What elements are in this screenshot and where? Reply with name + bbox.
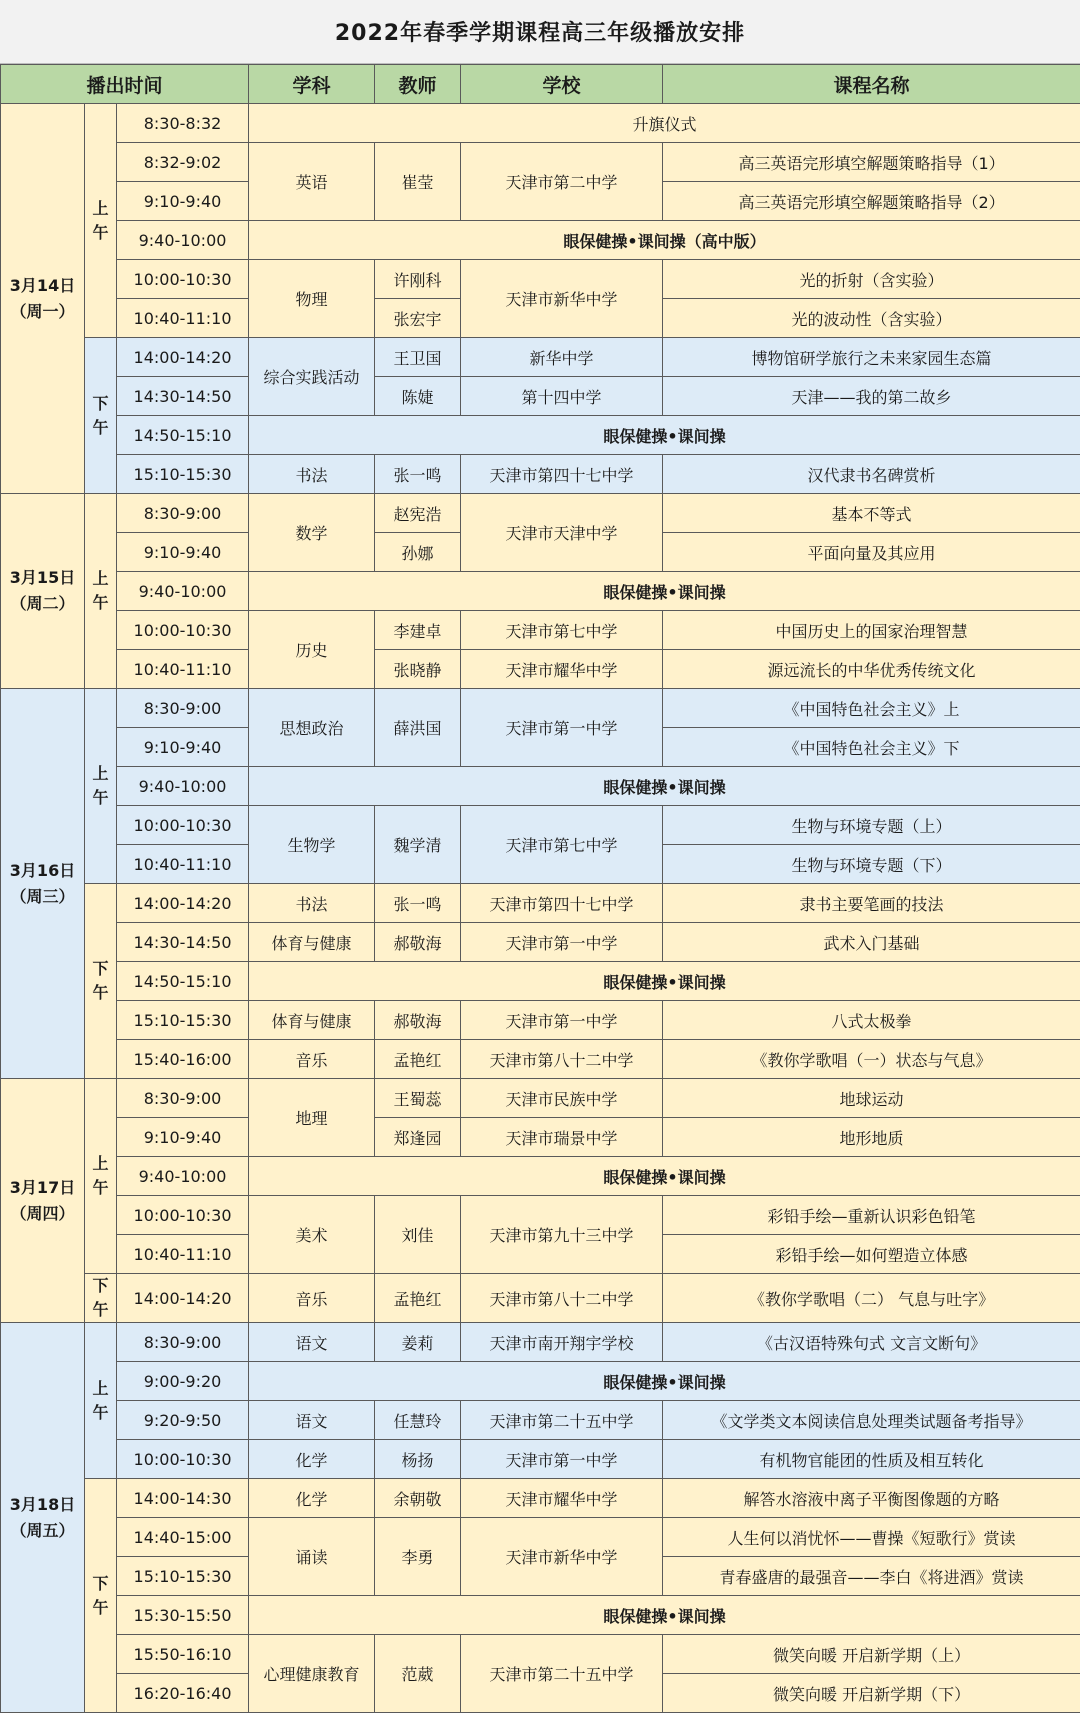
subject-cell: 化学 xyxy=(249,1440,375,1479)
subject-cell: 音乐 xyxy=(249,1040,375,1079)
activity-cell: 眼保健操•课间操 xyxy=(249,962,1080,1001)
activity-cell: 眼保健操•课间操 xyxy=(249,1596,1080,1635)
time-cell: 9:40-10:00 xyxy=(117,767,249,806)
time-cell: 10:00-10:30 xyxy=(117,611,249,650)
teacher-cell: 孙娜 xyxy=(375,533,461,572)
time-cell: 9:10-9:40 xyxy=(117,533,249,572)
time-cell: 14:00-14:20 xyxy=(117,884,249,923)
course-cell: 八式太极拳 xyxy=(663,1001,1080,1040)
subject-cell: 综合实践活动 xyxy=(249,338,375,416)
time-cell: 9:40-10:00 xyxy=(117,221,249,260)
school-cell: 天津市耀华中学 xyxy=(461,1479,663,1518)
time-cell: 9:10-9:40 xyxy=(117,182,249,221)
subject-cell: 生物学 xyxy=(249,806,375,884)
header-school: 学校 xyxy=(461,65,663,104)
course-cell: 中国历史上的国家治理智慧 xyxy=(663,611,1080,650)
table-row xyxy=(1,1118,1080,1157)
activity-cell: 眼保健操•课间操 xyxy=(249,572,1080,611)
session-label: 上午 xyxy=(92,1154,109,1197)
table-header xyxy=(1,65,1080,104)
course-cell: 汉代隶书名碑赏析 xyxy=(663,455,1080,494)
time-cell: 15:30-15:50 xyxy=(117,1596,249,1635)
day-weekday: （周二） xyxy=(10,594,75,613)
table-row xyxy=(1,221,1080,260)
time-cell: 9:20-9:50 xyxy=(117,1401,249,1440)
teacher-cell: 孟艳红 xyxy=(375,1274,461,1323)
school-cell: 天津市新华中学 xyxy=(461,260,663,338)
table-row xyxy=(1,572,1080,611)
course-cell: 光的波动性（含实验） xyxy=(663,299,1080,338)
course-cell: 《中国特色社会主义》上 xyxy=(663,689,1080,728)
table-row xyxy=(1,104,1080,143)
day-date-cell xyxy=(1,1079,85,1323)
subject-cell: 物理 xyxy=(249,260,375,338)
session-label: 下午 xyxy=(92,1573,109,1617)
table-row xyxy=(1,767,1080,806)
table-row xyxy=(1,1518,1080,1557)
course-cell: 《教你学歌唱（一）状态与气息》 xyxy=(663,1040,1080,1079)
time-cell: 15:50-16:10 xyxy=(117,1635,249,1674)
table-row xyxy=(1,1596,1080,1635)
time-cell: 15:40-16:00 xyxy=(117,1040,249,1079)
session-label-cell xyxy=(85,1079,117,1274)
teacher-cell: 郝敬海 xyxy=(375,1001,461,1040)
course-cell: 高三英语完形填空解题策略指导（1） xyxy=(663,143,1080,182)
teacher-cell: 王蜀蕊 xyxy=(375,1079,461,1118)
school-cell: 天津市第一中学 xyxy=(461,1440,663,1479)
header-subject: 学科 xyxy=(249,65,375,104)
table-row xyxy=(1,1196,1080,1235)
teacher-cell: 王卫国 xyxy=(375,338,461,377)
teacher-cell: 任慧玲 xyxy=(375,1401,461,1440)
subject-cell: 音乐 xyxy=(249,1274,375,1323)
time-cell: 8:30-9:00 xyxy=(117,1079,249,1118)
time-cell: 14:00-14:30 xyxy=(117,1479,249,1518)
teacher-cell: 余朝敬 xyxy=(375,1479,461,1518)
table-row xyxy=(1,923,1080,962)
table-row xyxy=(1,1323,1080,1362)
time-cell: 14:30-14:50 xyxy=(117,377,249,416)
course-cell: 隶书主要笔画的技法 xyxy=(663,884,1080,923)
activity-cell: 眼保健操•课间操 xyxy=(249,416,1080,455)
school-cell: 新华中学 xyxy=(461,338,663,377)
subject-cell: 心理健康教育 xyxy=(249,1635,375,1713)
session-label: 上午 xyxy=(92,1378,109,1422)
table-row xyxy=(1,260,1080,299)
time-cell: 8:30-9:00 xyxy=(117,689,249,728)
time-cell: 14:00-14:20 xyxy=(117,338,249,377)
teacher-cell: 杨扬 xyxy=(375,1440,461,1479)
day-date-cell xyxy=(1,1323,85,1713)
teacher-cell: 魏学清 xyxy=(375,806,461,884)
page-title: 2022年春季学期课程高三年级播放安排 xyxy=(0,0,1080,64)
course-cell: 地球运动 xyxy=(663,1079,1080,1118)
table-row xyxy=(1,1157,1080,1196)
teacher-cell: 郑逢园 xyxy=(375,1118,461,1157)
table-row xyxy=(1,1440,1080,1479)
course-cell: 彩铅手绘—如何塑造立体感 xyxy=(663,1235,1080,1274)
table-row xyxy=(1,455,1080,494)
teacher-cell: 张一鸣 xyxy=(375,455,461,494)
teacher-cell: 姜莉 xyxy=(375,1323,461,1362)
header-teacher: 教师 xyxy=(375,65,461,104)
time-cell: 10:40-11:10 xyxy=(117,1235,249,1274)
time-cell: 8:30-9:00 xyxy=(117,494,249,533)
day-weekday: （周三） xyxy=(10,886,75,906)
course-cell: 《中国特色社会主义》下 xyxy=(663,728,1080,767)
table-row xyxy=(1,1274,1080,1323)
school-cell: 天津市第七中学 xyxy=(461,611,663,650)
header-course: 课程名称 xyxy=(663,65,1080,104)
day-date: 3月15日 xyxy=(9,568,76,587)
schedule-body xyxy=(1,104,1080,1713)
course-cell: 地形地质 xyxy=(663,1118,1080,1157)
table-row xyxy=(1,884,1080,923)
course-cell: 天津——我的第二故乡 xyxy=(663,377,1080,416)
teacher-cell: 赵宪浩 xyxy=(375,494,461,533)
day-date: 3月17日 xyxy=(9,1177,76,1197)
time-cell: 14:00-14:20 xyxy=(117,1274,249,1323)
session-label-cell xyxy=(85,884,117,1079)
table-row xyxy=(1,1079,1080,1118)
teacher-cell: 张宏宇 xyxy=(375,299,461,338)
subject-cell: 书法 xyxy=(249,884,375,923)
activity-cell: 眼保健操•课间操（高中版） xyxy=(249,221,1080,260)
course-cell: 有机物官能团的性质及相互转化 xyxy=(663,1440,1080,1479)
day-date-cell xyxy=(1,689,85,1079)
activity-cell: 眼保健操•课间操 xyxy=(249,1362,1080,1401)
school-cell: 天津市新华中学 xyxy=(461,1518,663,1596)
teacher-cell: 张晓静 xyxy=(375,650,461,689)
school-cell: 天津市第一中学 xyxy=(461,923,663,962)
school-cell: 第十四中学 xyxy=(461,377,663,416)
time-cell: 10:40-11:10 xyxy=(117,299,249,338)
table-row xyxy=(1,1040,1080,1079)
subject-cell: 地理 xyxy=(249,1079,375,1157)
day-date-cell xyxy=(1,494,85,689)
course-cell: 生物与环境专题（下） xyxy=(663,845,1080,884)
day-date: 3月16日 xyxy=(9,860,76,880)
subject-cell: 数学 xyxy=(249,494,375,572)
session-label: 上午 xyxy=(92,764,109,807)
school-cell: 天津市第二十五中学 xyxy=(461,1635,663,1713)
table-row xyxy=(1,416,1080,455)
session-label-cell xyxy=(85,1479,117,1713)
schedule-table xyxy=(0,64,1080,1713)
activity-cell: 眼保健操•课间操 xyxy=(249,767,1080,806)
session-label: 下午 xyxy=(92,959,109,1002)
school-cell: 天津市第一中学 xyxy=(461,689,663,767)
subject-cell: 历史 xyxy=(249,611,375,689)
school-cell: 天津市第四十七中学 xyxy=(461,455,663,494)
time-cell: 14:30-14:50 xyxy=(117,923,249,962)
time-cell: 8:30-9:00 xyxy=(117,1323,249,1362)
subject-cell: 美术 xyxy=(249,1196,375,1274)
time-cell: 15:10-15:30 xyxy=(117,455,249,494)
school-cell: 天津市天津中学 xyxy=(461,494,663,572)
course-cell: 微笑向暖 开启新学期（下） xyxy=(663,1674,1080,1713)
time-cell: 9:10-9:40 xyxy=(117,1118,249,1157)
course-cell: 高三英语完形填空解题策略指导（2） xyxy=(663,182,1080,221)
time-cell: 15:10-15:30 xyxy=(117,1001,249,1040)
course-cell: 平面向量及其应用 xyxy=(663,533,1080,572)
session-label-cell xyxy=(85,689,117,884)
course-cell: 彩铅手绘—重新认识彩色铅笔 xyxy=(663,1196,1080,1235)
time-cell: 8:30-8:32 xyxy=(117,104,249,143)
table-row xyxy=(1,806,1080,845)
school-cell: 天津市第八十二中学 xyxy=(461,1040,663,1079)
school-cell: 天津市第二中学 xyxy=(461,143,663,221)
teacher-cell: 李建卓 xyxy=(375,611,461,650)
time-cell: 16:20-16:40 xyxy=(117,1674,249,1713)
school-cell: 天津市第二十五中学 xyxy=(461,1401,663,1440)
teacher-cell: 崔莹 xyxy=(375,143,461,221)
subject-cell: 语文 xyxy=(249,1401,375,1440)
course-cell: 源远流长的中华优秀传统文化 xyxy=(663,650,1080,689)
subject-cell: 诵读 xyxy=(249,1518,375,1596)
subject-cell: 语文 xyxy=(249,1323,375,1362)
table-row xyxy=(1,1362,1080,1401)
school-cell: 天津市第八十二中学 xyxy=(461,1274,663,1323)
school-cell: 天津市第一中学 xyxy=(461,1001,663,1040)
course-cell: 《文学类文本阅读信息处理类试题备考指导》 xyxy=(663,1401,1080,1440)
table-row xyxy=(1,689,1080,728)
time-cell: 9:40-10:00 xyxy=(117,1157,249,1196)
school-cell: 天津市第九十三中学 xyxy=(461,1196,663,1274)
session-label-cell xyxy=(85,1274,117,1323)
subject-cell: 体育与健康 xyxy=(249,1001,375,1040)
time-cell: 10:40-11:10 xyxy=(117,845,249,884)
time-cell: 9:40-10:00 xyxy=(117,572,249,611)
day-weekday: （周五） xyxy=(10,1520,75,1540)
time-cell: 10:00-10:30 xyxy=(117,260,249,299)
teacher-cell: 张一鸣 xyxy=(375,884,461,923)
table-row xyxy=(1,1479,1080,1518)
session-label-cell xyxy=(85,338,117,494)
table-row xyxy=(1,962,1080,1001)
table-row xyxy=(1,650,1080,689)
teacher-cell: 郝敬海 xyxy=(375,923,461,962)
day-date: 3月14日 xyxy=(9,275,76,295)
course-cell: 《古汉语特殊句式 文言文断句》 xyxy=(663,1323,1080,1362)
session-label-cell xyxy=(85,494,117,689)
course-cell: 生物与环境专题（上） xyxy=(663,806,1080,845)
table-row xyxy=(1,143,1080,182)
table-row xyxy=(1,1001,1080,1040)
day-date-cell xyxy=(1,104,85,494)
day-date: 3月18日 xyxy=(9,1494,76,1514)
table-row xyxy=(1,611,1080,650)
time-cell: 8:32-9:02 xyxy=(117,143,249,182)
course-cell: 博物馆研学旅行之未来家园生态篇 xyxy=(663,338,1080,377)
day-weekday: （周四） xyxy=(10,1203,75,1223)
teacher-cell: 刘佳 xyxy=(375,1196,461,1274)
school-cell: 天津市民族中学 xyxy=(461,1079,663,1118)
school-cell: 天津市第四十七中学 xyxy=(461,884,663,923)
header-time: 播出时间 xyxy=(1,65,249,104)
session-label: 上午 xyxy=(92,198,109,242)
time-cell: 10:00-10:30 xyxy=(117,806,249,845)
table-row xyxy=(1,338,1080,377)
course-cell: 武术入门基础 xyxy=(663,923,1080,962)
time-cell: 14:50-15:10 xyxy=(117,962,249,1001)
session-label: 下午 xyxy=(92,1276,109,1319)
session-label-cell xyxy=(85,1323,117,1479)
time-cell: 14:40-15:00 xyxy=(117,1518,249,1557)
session-label: 下午 xyxy=(92,393,109,437)
teacher-cell: 薛洪国 xyxy=(375,689,461,767)
session-label: 上午 xyxy=(92,569,109,612)
subject-cell: 书法 xyxy=(249,455,375,494)
activity-cell: 眼保健操•课间操 xyxy=(249,1157,1080,1196)
subject-cell: 体育与健康 xyxy=(249,923,375,962)
course-cell: 解答水溶液中离子平衡图像题的方略 xyxy=(663,1479,1080,1518)
course-cell: 青春盛唐的最强音——李白《将进酒》赏读 xyxy=(663,1557,1080,1596)
school-cell: 天津市耀华中学 xyxy=(461,650,663,689)
day-weekday: （周一） xyxy=(10,301,75,321)
time-cell: 15:10-15:30 xyxy=(117,1557,249,1596)
time-cell: 10:00-10:30 xyxy=(117,1196,249,1235)
course-cell: 微笑向暖 开启新学期（上） xyxy=(663,1635,1080,1674)
course-cell: 光的折射（含实验） xyxy=(663,260,1080,299)
time-cell: 14:50-15:10 xyxy=(117,416,249,455)
course-cell: 人生何以消忧怀——曹操《短歌行》赏读 xyxy=(663,1518,1080,1557)
time-cell: 9:00-9:20 xyxy=(117,1362,249,1401)
school-cell: 天津市瑞景中学 xyxy=(461,1118,663,1157)
teacher-cell: 孟艳红 xyxy=(375,1040,461,1079)
course-cell: 基本不等式 xyxy=(663,494,1080,533)
course-cell: 《教你学歌唱（二） 气息与吐字》 xyxy=(663,1274,1080,1323)
school-cell: 天津市第七中学 xyxy=(461,806,663,884)
table-row xyxy=(1,1635,1080,1674)
table-row xyxy=(1,377,1080,416)
school-cell: 天津市南开翔宇学校 xyxy=(461,1323,663,1362)
teacher-cell: 陈婕 xyxy=(375,377,461,416)
teacher-cell: 范葳 xyxy=(375,1635,461,1713)
subject-cell: 英语 xyxy=(249,143,375,221)
subject-cell: 化学 xyxy=(249,1479,375,1518)
teacher-cell: 李勇 xyxy=(375,1518,461,1596)
table-row xyxy=(1,494,1080,533)
teacher-cell: 许刚科 xyxy=(375,260,461,299)
subject-cell: 思想政治 xyxy=(249,689,375,767)
activity-cell: 升旗仪式 xyxy=(249,104,1080,143)
table-row xyxy=(1,1401,1080,1440)
time-cell: 10:00-10:30 xyxy=(117,1440,249,1479)
session-label-cell xyxy=(85,104,117,338)
time-cell: 10:40-11:10 xyxy=(117,650,249,689)
time-cell: 9:10-9:40 xyxy=(117,728,249,767)
